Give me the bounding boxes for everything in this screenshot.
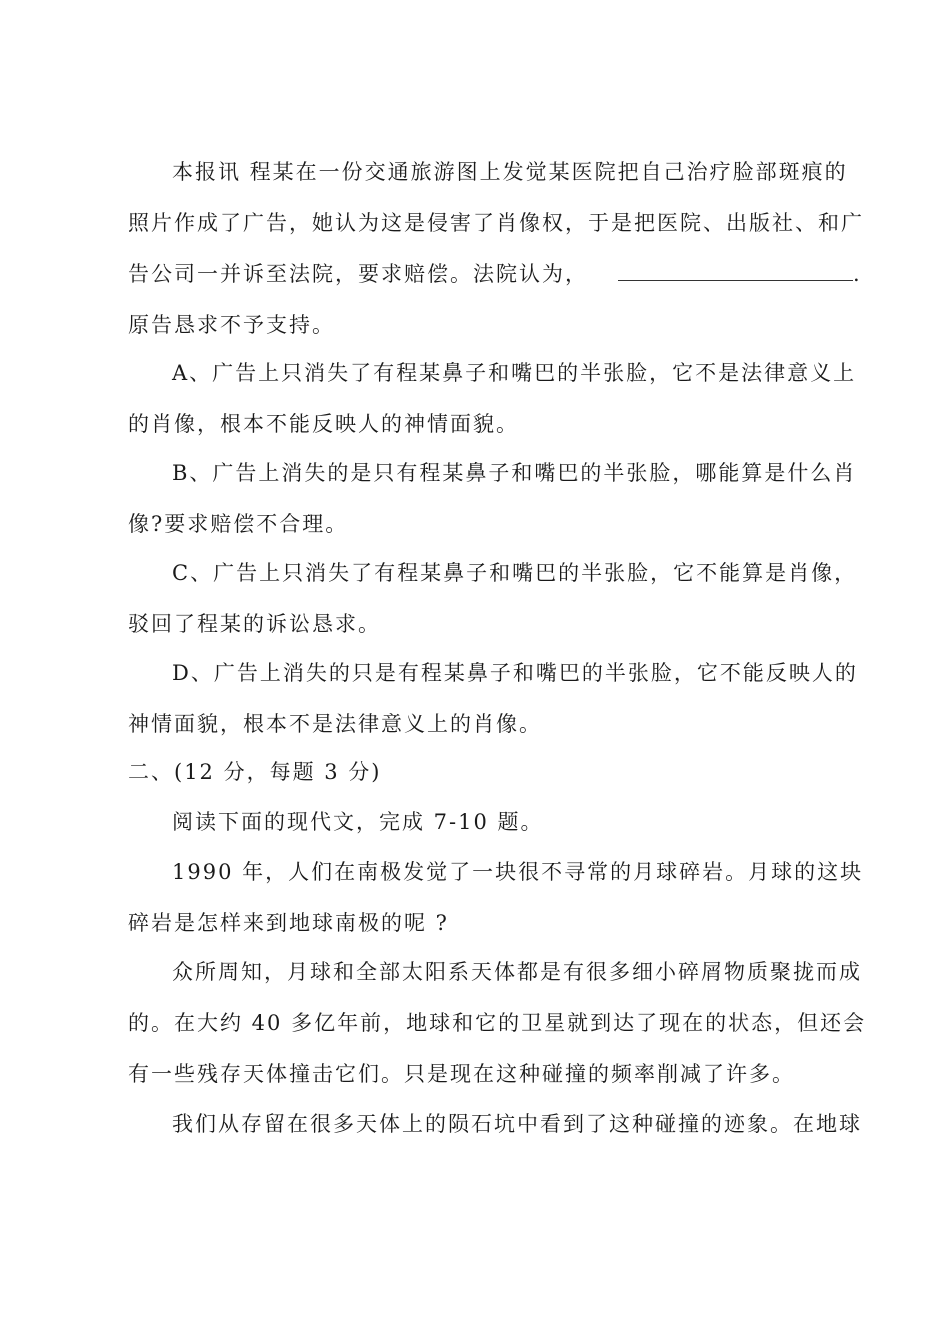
- option-b-line-1: B、广告上消失的是只有程某鼻子和嘴巴的半张脸，哪能算是什么肖: [172, 461, 857, 485]
- passage-p2-line-3: 有一些残存天体撞击它们。只是现在这种碰撞的频率削减了许多。: [128, 1062, 795, 1086]
- option-d-line-1: D、广告上消失的只是有程某鼻子和嘴巴的半张脸，它不能反映人的: [172, 661, 858, 685]
- passage-p2-line-1: 众所周知，月球和全部太阳系天体都是有很多细小碎屑物质聚拢而成: [172, 960, 862, 984]
- stem-line-3-text: 告公司一并诉至法院，要求赔偿。法院认为，: [128, 262, 588, 286]
- passage-p3-line-1: 我们从存留在很多天体上的陨石坑中看到了这种碰撞的迹象。在地球: [172, 1112, 862, 1136]
- stem-line-3-period: .: [853, 262, 862, 286]
- stem-line-2: 照片作成了广告，她认为这是侵害了肖像权，于是把医院、出版社、和广: [128, 211, 864, 235]
- stem-line-4: 原告恳求不予支持。: [128, 313, 335, 337]
- passage-p1-line-1: 1990 年，人们在南极发觉了一块很不寻常的月球碎岩。月球的这块: [172, 860, 864, 884]
- stem-line-1: 本报讯 程某在一份交通旅游图上发觉某医院把自己治疗脸部斑痕的: [172, 160, 848, 184]
- section-instruction: 阅读下面的现代文，完成 7-10 题。: [172, 810, 544, 834]
- option-d-line-2: 神情面貌，根本不是法律意义上的肖像。: [128, 712, 542, 736]
- option-a-line-2: 的肖像，根本不能反映人的神情面貌。: [128, 412, 519, 436]
- answer-blank: [618, 262, 853, 281]
- stem-line-3: [128, 260, 862, 288]
- option-a-line-1: A、广告上只消失了有程某鼻子和嘴巴的半张脸，它不是法律意义上: [172, 361, 857, 385]
- option-c-line-2: 驳回了程某的诉讼恳求。: [128, 612, 381, 636]
- passage-p1-line-2: 碎岩是怎样来到地球南极的呢 ?: [128, 911, 449, 935]
- option-c-line-1: C、广告上只消失了有程某鼻子和嘴巴的半张脸，它不能算是肖像，: [172, 561, 858, 585]
- section-heading: 二、(12 分，每题 3 分): [128, 760, 382, 784]
- passage-p2-line-2: 的。在大约 40 多亿年前，地球和它的卫星就到达了现在的状态，但还会: [128, 1011, 867, 1035]
- option-b-line-2: 像?要求赔偿不合理。: [128, 512, 349, 536]
